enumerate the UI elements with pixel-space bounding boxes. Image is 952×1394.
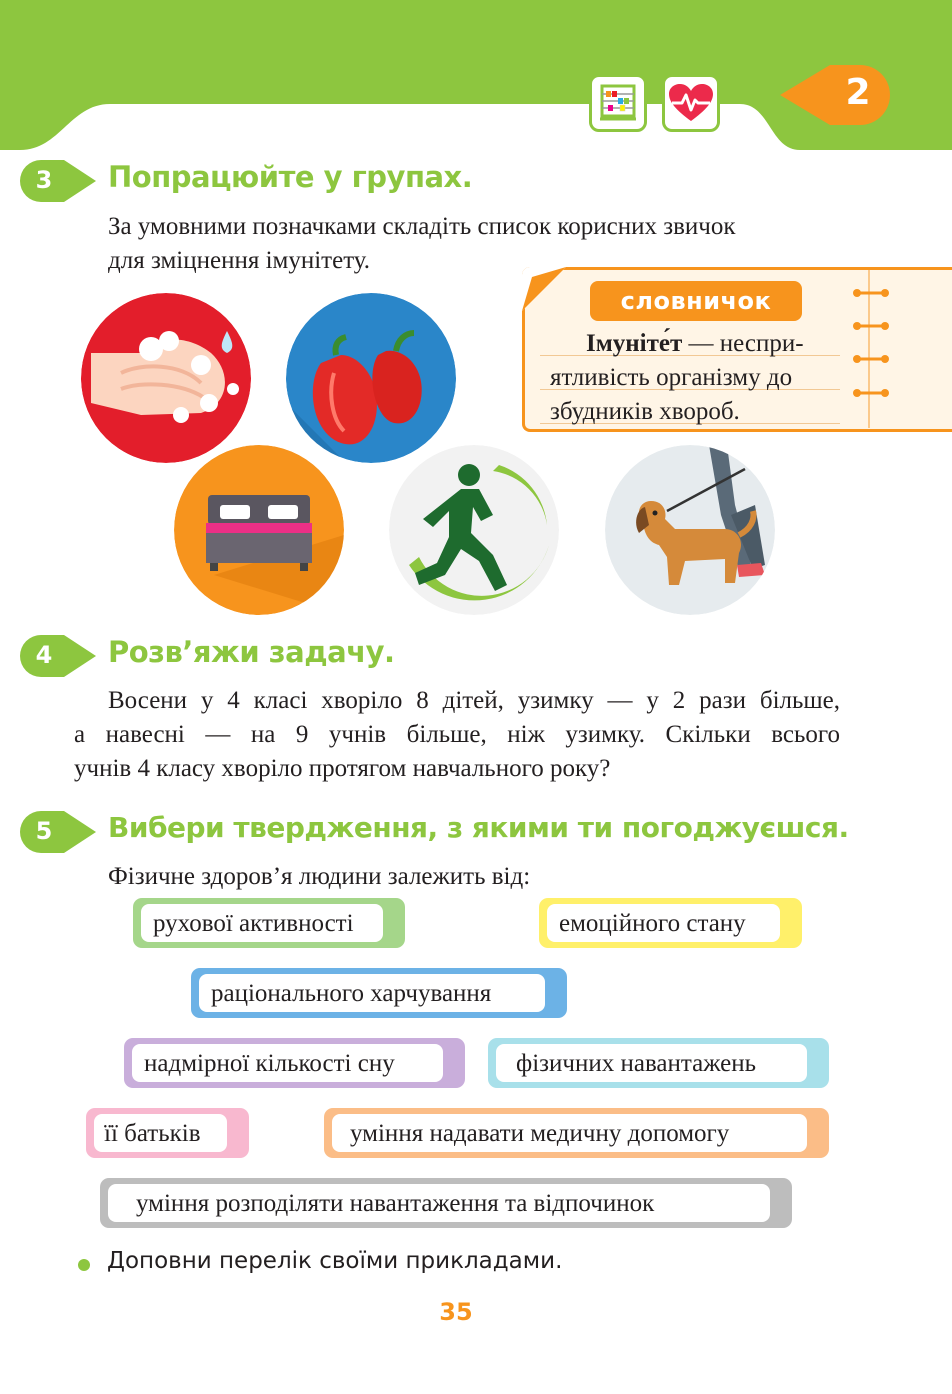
option-text: уміння надавати медичну допомогу [332,1114,807,1152]
bullet-dot [78,1259,90,1271]
option-text: рухової активності [141,904,383,942]
task-5-number: 5 [35,817,53,845]
option-chip[interactable] [100,1178,792,1228]
option-chip[interactable] [324,1108,829,1158]
task-5-title: Вибери твердження, з якими ти погоджуєшся. [108,811,849,844]
task-3-line-1: За умовними позначками складіть список корисних звичок [108,213,736,240]
glossary-ring [852,354,890,364]
option-chip[interactable] [488,1038,829,1088]
glossary-ring [852,321,890,331]
abacus-icon [589,74,647,132]
task-4-line-1: Восени у 4 класі хворіло 8 дітей, узимку — у 2 рази більше, [108,687,840,714]
option-text: її батьків [94,1114,227,1152]
option-text: фізичних навантажень [496,1044,807,1082]
task-3-title: Попрацюйте у групах. [108,160,473,194]
option-text: раціонального харчування [199,974,545,1012]
glossary-corner-fold [522,267,566,311]
heart-pulse-icon [662,74,720,132]
glossary-definition [550,327,840,429]
option-text: уміння розподіляти навантаження та відпочинок [108,1184,770,1222]
glossary-label: словничок [590,281,802,321]
option-text: надмірної кількості сну [132,1044,443,1082]
option-chip[interactable] [124,1038,465,1088]
task-4-line-2: а навесні — на 9 учнів більше, ніж узимку. Скільки всього [74,721,840,748]
glossary-term: Імуніте́т [586,330,683,357]
dog-walking-icon [605,445,775,615]
task-4-title: Розв’яжи задачу. [108,635,395,669]
red-peppers-icon [286,293,456,463]
option-chip[interactable] [539,898,802,948]
bed-icon [174,445,344,615]
hand-washing-icon [81,293,251,463]
task-3-line-2: для зміцнення імунітету. [108,247,371,274]
glossary-ring [852,288,890,298]
task-3-number: 3 [35,166,53,194]
lesson-number: 2 [845,72,871,113]
option-chip[interactable] [86,1108,249,1158]
option-text: емоційного стану [547,904,780,942]
option-chip[interactable] [133,898,405,948]
page-number: 35 [439,1298,473,1326]
glossary-line-2: ятливість організму до [550,364,793,391]
task-4-line-3: учнів 4 класу хворіло протягом навчального року? [74,755,611,782]
runner-icon [389,445,559,615]
option-chip[interactable] [191,968,567,1018]
task-5-lead: Фізичне здоров’я людини залежить від: [108,863,531,890]
glossary-line-3: збудників хвороб. [550,398,740,425]
glossary-line-1: — неспри- [682,330,804,357]
bullet-text: Доповни перелік своїми прикладами. [107,1248,563,1274]
glossary-ring [852,388,890,398]
task-4-number: 4 [35,641,53,669]
